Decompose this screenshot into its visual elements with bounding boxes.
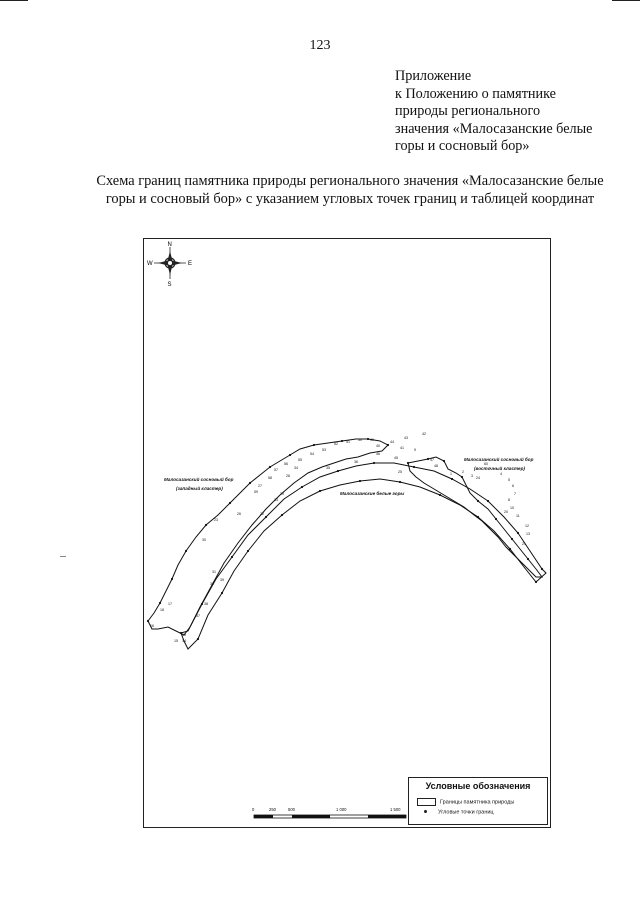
legend-label: Угловые точки границ	[438, 809, 494, 816]
point-label: 42	[422, 432, 426, 436]
point-label: 32	[210, 582, 214, 586]
appendix-line: горы и сосновый бор»	[395, 138, 530, 154]
document-title: Схема границ памятника природы регионального значения «Малосазанские белые горы и сосновый бор» с указанием угловых точек границ и таблицей координат	[96, 173, 604, 207]
boundary-polygon-east	[408, 457, 542, 577]
map-canvas	[144, 239, 552, 829]
area-label-east-sub: (восточный кластер)	[474, 466, 525, 471]
point-label: 4	[500, 472, 502, 476]
point-label: 9	[414, 448, 416, 452]
point-label: 48	[434, 464, 438, 468]
point-label: 39	[220, 578, 224, 582]
area-label-west-sub: (западный кластер)	[176, 486, 223, 491]
polygon-outline-icon	[417, 798, 436, 806]
scale-tick: 0	[252, 807, 255, 812]
point-label: 34	[294, 466, 298, 470]
appendix-line: Приложение	[395, 68, 472, 84]
compass-s: S	[167, 282, 172, 288]
appendix-line: значения «Малосазанские белые	[395, 120, 593, 137]
point-label: 15	[174, 639, 178, 643]
area-label-main: Малосазанские белые горы	[340, 491, 405, 496]
point-label: 49	[370, 438, 374, 442]
point-label: 14	[182, 639, 186, 643]
point-label: 38	[204, 602, 208, 606]
point-label: 3	[471, 474, 473, 478]
point-label: 10	[510, 506, 514, 510]
map-legend	[408, 777, 548, 825]
scale-tick: 500	[288, 807, 295, 812]
legend-item-boundary	[417, 798, 514, 806]
corner-mark-right	[612, 0, 640, 1]
point-label: 50	[358, 438, 362, 442]
point-label: 1	[450, 472, 452, 476]
point-label: 44	[390, 440, 394, 444]
boundary-polygon-west	[148, 439, 388, 635]
point-label: 59	[254, 490, 258, 494]
point-label: 17	[168, 602, 172, 606]
legend-title: Условные обозначения	[425, 781, 531, 791]
legend-item-points	[417, 809, 494, 815]
appendix-line: к Положению о памятнике	[395, 85, 556, 102]
point-label: 43	[404, 436, 408, 440]
point-label: 22	[260, 512, 264, 516]
appendix-note	[395, 68, 592, 156]
point-label: 60	[484, 462, 488, 466]
boundary-map	[143, 238, 551, 828]
compass-w: W	[147, 261, 153, 267]
point-label: 6	[512, 484, 514, 488]
scale-tick: 1 500	[390, 807, 401, 812]
point-label: 45	[394, 456, 398, 460]
point-label: 25	[398, 470, 402, 474]
point-label: 27	[258, 484, 262, 488]
corner-mark-left	[0, 0, 28, 1]
point-label: 12	[525, 524, 529, 528]
compass-n: N	[167, 242, 172, 248]
point-label: 26	[237, 512, 241, 516]
point-label: 47	[430, 458, 434, 462]
scale-bar	[252, 807, 411, 820]
point-label: 54	[310, 452, 314, 456]
point-label: 57	[274, 468, 278, 472]
point-label: 37	[196, 614, 200, 618]
point-label: 58	[268, 476, 272, 480]
appendix-line: природы регионального	[395, 103, 541, 119]
point-label: 21	[522, 542, 526, 546]
point-label: 41	[400, 446, 404, 450]
point-label: 13	[526, 532, 530, 536]
point-label: 52	[334, 442, 338, 446]
point-label: 8	[508, 498, 510, 502]
point-label: 46	[376, 452, 380, 456]
point-label: 19	[182, 633, 186, 637]
point-label: 33	[274, 498, 278, 502]
legend-label: Границы памятника природы	[440, 799, 515, 806]
area-label-east: Малосазанский сосновый бор	[464, 457, 534, 462]
point-label: 5	[508, 478, 510, 482]
compass-rose-icon	[147, 242, 192, 288]
point-label: 28	[286, 474, 290, 478]
point-label: 56	[284, 462, 288, 466]
page-number: 123	[309, 38, 331, 53]
scale-tick: 250	[269, 807, 276, 812]
point-label: 30	[202, 538, 206, 542]
point-label: 20	[504, 510, 508, 514]
point-label: 2	[462, 470, 464, 474]
point-label: 53	[322, 448, 326, 452]
point-label: 31	[212, 570, 216, 574]
point-label: 11	[516, 514, 520, 518]
compass-e: E	[188, 261, 193, 267]
margin-tick	[60, 556, 66, 557]
point-label: 35	[326, 466, 330, 470]
point-label: 40	[376, 444, 380, 448]
point-label: 55	[298, 458, 302, 462]
point-label: 16	[150, 624, 154, 628]
point-label: 29	[280, 492, 284, 496]
point-label: 51	[346, 440, 350, 444]
point-label: 36	[354, 460, 358, 464]
dot-icon	[417, 809, 434, 815]
point-label: 23	[214, 518, 218, 522]
scale-tick: 1 000	[336, 807, 347, 812]
point-label: 24	[476, 476, 480, 480]
area-label-west: Малосазанский сосновый бор	[164, 477, 234, 482]
point-label: 18	[160, 608, 164, 612]
point-label: 7	[514, 492, 516, 496]
point-labels	[150, 432, 530, 643]
